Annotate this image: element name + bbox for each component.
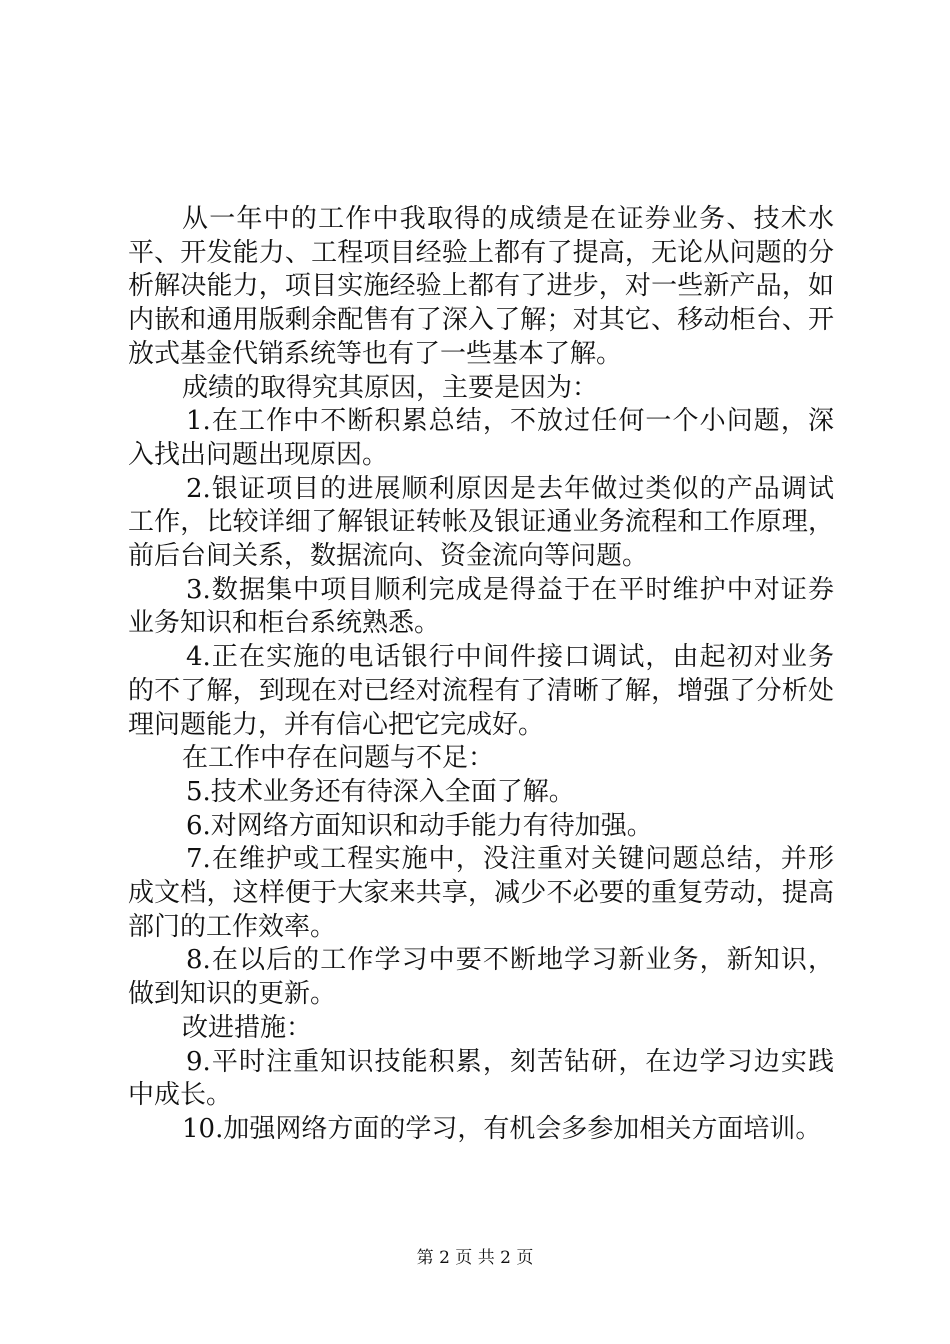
list-item-9: 9.平时注重知识技能积累，刻苦钻研，在边学习边实践中成长。 bbox=[128, 1046, 834, 1111]
list-item-5: 5.技术业务还有待深入全面了解。 bbox=[186, 776, 575, 807]
list-item-4: 4.正在实施的电话银行中间件接口调试，由起初对业务的不了解，到现在对已经对流程有了清晰了解，增强了分析处理问题能力，并有信心把它完成好。 bbox=[128, 642, 834, 740]
page-number-footer: 第 2 页 共 2 页 bbox=[416, 1248, 534, 1268]
list-item-2: 2.银证项目的进展顺利原因是去年做过类似的产品调试工作，比较详细了解银证转帐及银证通业务流程和工作原理，前后台间关系，数据流向、资金流向等问题。 bbox=[128, 473, 834, 572]
document-body bbox=[128, 203, 834, 1147]
list-item-10: 10.加强网络方面的学习，有机会多参加相关方面培训。 bbox=[182, 1113, 822, 1144]
list-item-3: 3.数据集中项目顺利完成是得益于在平时维护中对证券业务知识和柜台系统熟悉。 bbox=[128, 574, 834, 639]
paragraph-problems-heading: 在工作中存在问题与不足： bbox=[182, 743, 495, 774]
list-item-6: 6.对网络方面知识和动手能力有待加强。 bbox=[186, 810, 653, 841]
paragraph-reasons-heading: 成绩的取得究其原因，主要是因为： bbox=[182, 372, 599, 403]
list-item-8: 8.在以后的工作学习中要不断地学习新业务，新知识，做到知识的更新。 bbox=[128, 945, 834, 1010]
list-item-7: 7.在维护或工程实施中，没注重对关键问题总结，并形成文档，这样便于大家来共享，减少不必要的重复劳动，提高部门的工作效率。 bbox=[128, 844, 834, 942]
paragraph-achievements: 从一年中的工作中我取得的成绩是在证券业务、技术水平、开发能力、工程项目经验上都有了提高，无论从问题的分析解决能力，项目实施经验上都有了进步，对一些新产品，如内嵌和通用版剩余配售有了深入了解；对其它、移动柜台、开放式基金代销系统等也有了一些基本了解。 bbox=[128, 204, 834, 369]
paragraph-improvements-heading: 改进措施： bbox=[182, 1012, 313, 1043]
list-item-1: 1.在工作中不断积累总结，不放过任何一个小问题，深入找出问题出现原因。 bbox=[128, 406, 834, 470]
